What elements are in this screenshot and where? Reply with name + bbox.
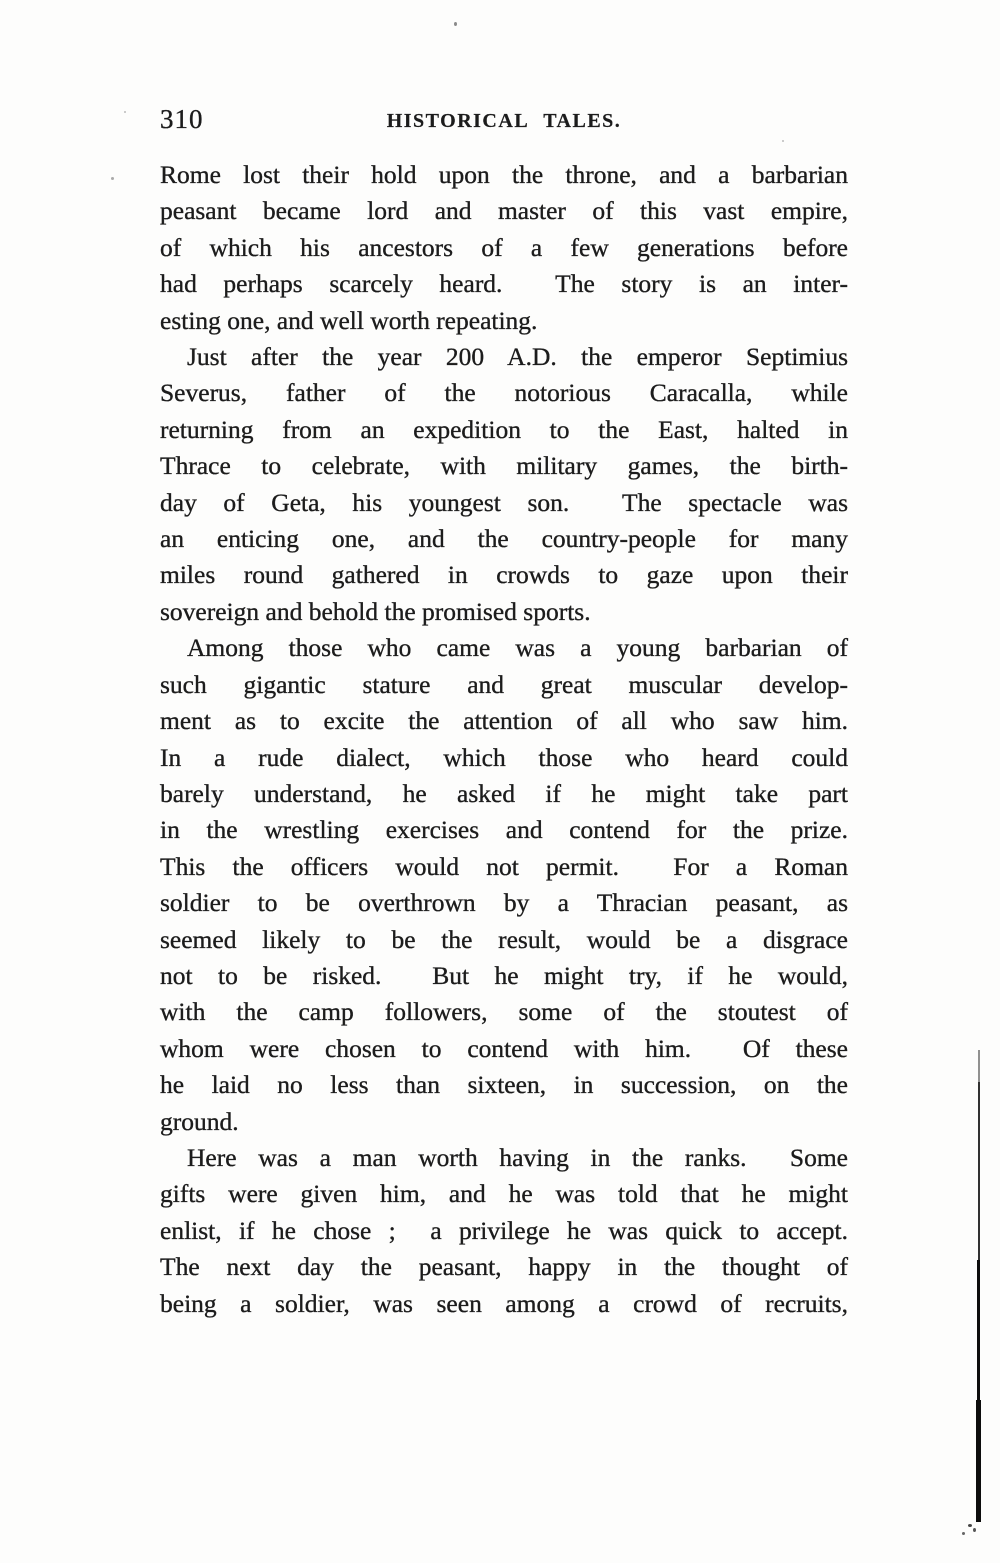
text-line: such gigantic stature and great muscular develop- <box>160 669 848 699</box>
paragraph <box>160 1140 848 1322</box>
text-line: The next day the peasant, happy in the thought of <box>160 1252 848 1282</box>
text-line: returning from an expedition to the East, halted in <box>160 414 848 444</box>
text-line: seemed likely to be the result, would be a disgrace <box>160 924 848 954</box>
text-line: sovereign and behold the promised sports. <box>160 596 591 626</box>
running-title: HISTORICAL TALES. <box>386 110 622 132</box>
scan-speck <box>124 111 126 113</box>
page-header <box>160 106 848 138</box>
body-text <box>160 157 848 1322</box>
text-line: Thrace to celebrate, with military games, the birth- <box>160 451 848 481</box>
scan-gutter-line <box>978 1082 980 1260</box>
text-line: with the camp followers, some of the stoutest of <box>160 997 848 1027</box>
text-line: had perhaps scarcely heard. The story is an inter- <box>160 269 848 299</box>
scan-speck <box>962 1532 965 1535</box>
scan-speck <box>968 1524 972 1527</box>
text-line: an enticing one, and the country-people for many <box>160 524 848 554</box>
text-line: Severus, father of the notorious Caracalla, while <box>160 378 848 408</box>
text-line: This the officers would not permit. For a Roman <box>160 851 848 881</box>
text-line: soldier to be overthrown by a Thracian peasant, as <box>160 888 848 918</box>
scan-gutter-line <box>976 1400 981 1522</box>
paragraph <box>160 630 848 1140</box>
text-line: ground. <box>160 1106 239 1136</box>
text-line: Among those who came was a young barbarian of <box>187 633 848 663</box>
text-line: peasant became lord and master of this vast empire, <box>160 196 848 226</box>
text-line: ment as to excite the attention of all who saw him. <box>160 706 848 736</box>
scan-gutter-line <box>977 1260 980 1400</box>
text-line: of which his ancestors of a few generations before <box>160 232 848 262</box>
text-line: miles round gathered in crowds to gaze upon their <box>160 560 848 590</box>
text-line: esting one, and well worth repeating. <box>160 305 538 335</box>
text-line: barely understand, he asked if he might take part <box>160 778 848 808</box>
text-line: not to be risked. But he might try, if he would, <box>160 960 848 990</box>
text-line: In a rude dialect, which those who heard could <box>160 742 848 772</box>
text-line: day of Geta, his youngest son. The spectacle was <box>160 487 848 517</box>
paragraph <box>160 157 848 339</box>
text-line: being a soldier, was seen among a crowd of recruits, <box>160 1288 848 1318</box>
scan-speck <box>782 140 784 142</box>
scan-gutter-line <box>978 1050 980 1082</box>
text-line: gifts were given him, and he was told that he might <box>160 1179 848 1209</box>
text-line: Here was a man worth having in the ranks. Some <box>187 1142 848 1172</box>
scan-speck <box>454 22 457 26</box>
text-line: Just after the year 200 A.D. the emperor Septimius <box>187 342 848 372</box>
text-line: Rome lost their hold upon the throne, and a barbarian <box>160 160 848 189</box>
page-number: 310 <box>160 104 204 134</box>
scan-speck <box>111 177 114 180</box>
text-line: enlist, if he chose ; a privilege he was quick to accept. <box>160 1215 848 1245</box>
text-line: in the wrestling exercises and contend for the prize. <box>160 815 848 845</box>
paragraph <box>160 339 848 630</box>
scan-speck <box>973 1528 976 1532</box>
text-line: he laid no less than sixteen, in succession, on the <box>160 1070 848 1100</box>
text-line: whom were chosen to contend with him. Of these <box>160 1033 848 1063</box>
